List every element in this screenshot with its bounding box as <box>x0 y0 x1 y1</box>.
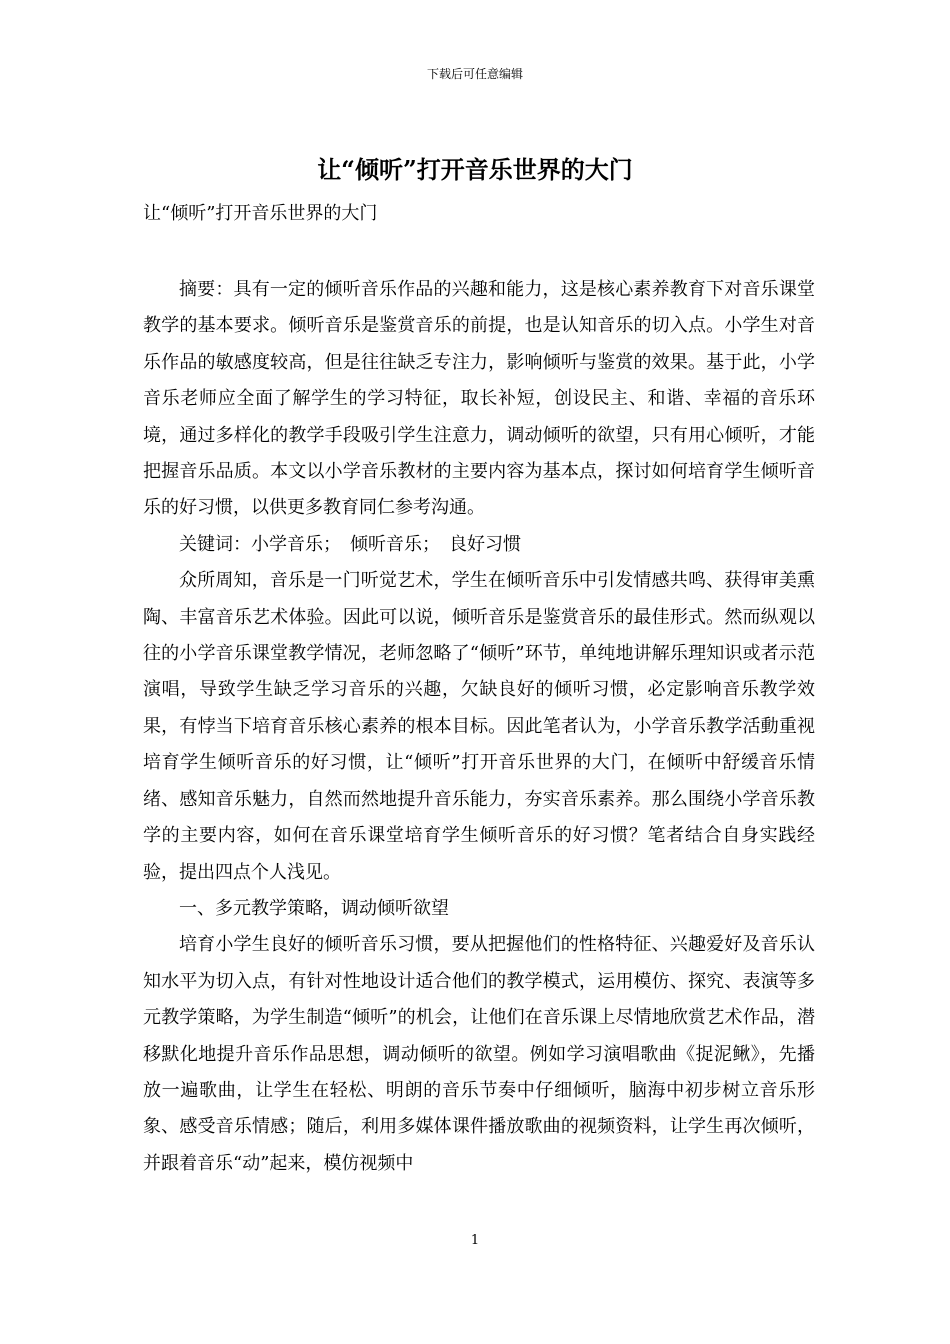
page-number: 1 <box>470 1233 480 1248</box>
section-paragraph: 培育小学生良好的倾听音乐习惯，要从把握他们的性格特征、兴趣爱好及音乐认知水平为切入点，有针对性地设计适合他们的教学模式，运用模仿、探究、表演等多元教学策略，为学生制造“倾听”的机会，让他们在音乐课上尽情地欣赏艺术作品，潜移默化地提升音乐作品思想，调动倾听的欲望。例如学习演唱歌曲《捉泥鳅》，先播放一遍歌曲，让学生在轻松、明朗的音乐节奏中仔细倾听，脑海中初步树立音乐形象、感受音乐情感；随后，利用多媒体课件播放歌曲的视频资料，让学生再次倾听，并跟着音乐“动”起来，模仿视频中 <box>143 934 815 1174</box>
page-header: 下载后可任意编辑 <box>426 67 523 81</box>
abstract-paragraph: 摘要：具有一定的倾听音乐作品的兴趣和能力，这是核心素养教育下对音乐课堂教学的基本要求。倾听音乐是鉴赏音乐的前提，也是认知音乐的切入点。小学生对音乐作品的敏感度较高，但是往往缺乏专注力，影响倾听与鉴赏的效果。基于此，小学音乐老师应全面了解学生的学习特征，取长补短，创设民主、和谐、幸福的音乐环境，通过多样化的教学手段吸引学生注意力，调动倾听的欲望，只有用心倾听，才能把握音乐品质。本文以小学音乐教材的主要内容为基本点，探讨如何培育学生倾听音乐的好习惯，以供更多教育同仁参考沟通。 <box>143 279 815 519</box>
intro-paragraph: 众所周知，音乐是一门听觉艺术，学生在倾听音乐中引发情感共鸣、获得审美熏陶、丰富音乐艺术体验。因此可以说，倾听音乐是鉴赏音乐的最佳形式。然而纵观以往的小学音乐课堂教学情况，老师忽略了“倾听”环节，单纯地讲解乐理知识或者示范演唱，导致学生缺乏学习音乐的兴趣，欠缺良好的倾听习惯，必定影响音乐教学效果，有悖当下培育音乐核心素养的根本目标。因此笔者认为，小学音乐教学活動重视培育学生倾听音乐的好习惯，让“倾听”打开音乐世界的大门，在倾听中舒缓音乐情绪、感知音乐魅力，自然而然地提升音乐能力，夯实音乐素养。那么围绕小学音乐教学的主要内容，如何在音乐课堂培育学生倾听音乐的好习惯？笔者结合自身实践经验，提出四点个人浅见。 <box>143 570 815 883</box>
document-body <box>143 272 815 1182</box>
document-title: 让“倾听”打开音乐世界的大门 <box>317 155 633 184</box>
keywords-line: 关键词：小学音乐； 倾听音乐； 良好习惯 <box>179 533 521 555</box>
section-heading: 一、多元教学策略，调动倾听欲望 <box>179 897 449 919</box>
document-subtitle: 让“倾听”打开音乐世界的大门 <box>143 203 378 224</box>
